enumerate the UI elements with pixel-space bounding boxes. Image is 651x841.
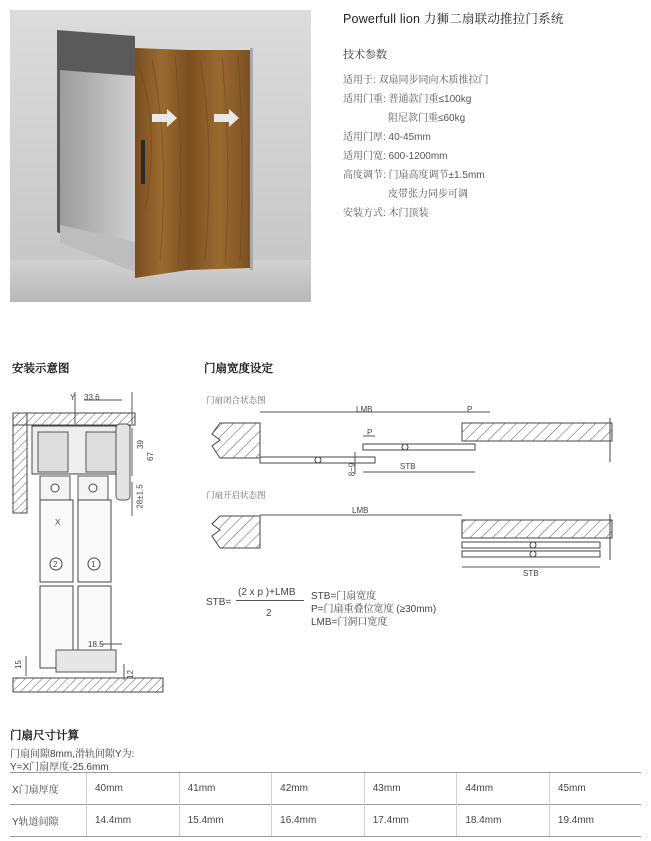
- closed-stb: STB: [400, 462, 416, 471]
- spec-line: 适用门宽: 600-1200mm: [343, 151, 448, 162]
- gap-8-9: 8~9: [347, 462, 357, 477]
- product-photo: [10, 10, 311, 302]
- table-cell: 15.4mm: [179, 805, 272, 837]
- door-number-1: 1: [91, 560, 96, 569]
- spec-line: 阻尼款门重≤60kg: [388, 113, 466, 124]
- table-cell: 14.4mm: [87, 805, 180, 837]
- formula-lhs: STB=: [206, 597, 232, 608]
- def-stb: STB=门扇宽度: [311, 591, 377, 602]
- table-cell: 42mm: [272, 773, 365, 805]
- open-lmb: LMB: [352, 506, 369, 515]
- table-cell: X门扇厚度: [10, 773, 87, 805]
- table-cell: 16.4mm: [272, 805, 365, 837]
- spec-line: 皮带张力同步可调: [388, 189, 468, 200]
- install-diagram: [10, 388, 190, 708]
- open-state-label: 门扇开启状态图: [206, 490, 266, 500]
- specs-heading: 技术参数: [343, 49, 387, 61]
- fraction-bar: [236, 600, 304, 601]
- def-lmb: LMB=门洞口宽度: [311, 617, 388, 628]
- size-calc-heading: 门扇尺寸计算: [10, 730, 79, 742]
- size-note-2: Y=X门扇厚度-25.6mm: [10, 762, 109, 773]
- size-note-1: 门扇间隙8mm,滑轨间隙Y为:: [10, 749, 135, 760]
- open-stb: STB: [523, 569, 539, 578]
- closed-state-label: 门扇闭合状态图: [206, 395, 266, 405]
- table-cell: 17.4mm: [364, 805, 457, 837]
- table-cell: 45mm: [549, 773, 641, 805]
- spec-line: 安装方式: 木门顶装: [343, 208, 429, 219]
- size-table: [10, 772, 641, 837]
- dim-15: 15: [13, 660, 23, 669]
- dim-33-6: 33.6: [84, 393, 100, 402]
- closed-p: P: [467, 405, 473, 414]
- closed-lmb: LMB: [356, 405, 373, 414]
- dim-18-5: 18.5: [88, 640, 104, 649]
- dim-67: 67: [145, 452, 155, 461]
- width-setting-heading: 门扇宽度设定: [204, 363, 273, 375]
- spec-line: 高度调节: 门扇高度调节±1.5mm: [343, 170, 485, 181]
- table-cell: 18.4mm: [457, 805, 550, 837]
- table-cell: 40mm: [87, 773, 180, 805]
- spec-line: 适用门重: 普通款门重≤100kg: [343, 94, 472, 105]
- product-title: Powerfull lion 力狮二扇联动推拉门系统: [343, 12, 564, 26]
- dim-12: 12: [125, 670, 135, 679]
- formula-numerator: (2 x p )+LMB: [238, 587, 296, 598]
- def-p: P=门扇重叠位宽度 (≥30mm): [311, 604, 437, 615]
- table-cell: Y轨道间隙: [10, 805, 87, 837]
- dim-28: 28±1.5: [135, 484, 145, 509]
- dim-y: Y: [70, 393, 76, 402]
- spec-line: 适用于: 双扇同步同向木质推拉门: [343, 75, 489, 86]
- dim-x: X: [55, 518, 61, 527]
- width-setting-diagram: [200, 400, 630, 580]
- dim-39: 39: [135, 440, 145, 449]
- table-row: [10, 773, 641, 805]
- spec-line: 适用门厚: 40-45mm: [343, 132, 431, 143]
- table-cell: 19.4mm: [549, 805, 641, 837]
- door-number-2: 2: [53, 560, 58, 569]
- table-cell: 43mm: [364, 773, 457, 805]
- table-row: [10, 805, 641, 837]
- table-cell: 44mm: [457, 773, 550, 805]
- install-diagram-heading: 安装示意图: [12, 363, 70, 375]
- closed-p-small: P: [367, 428, 373, 437]
- formula-denominator: 2: [266, 608, 272, 619]
- table-cell: 41mm: [179, 773, 272, 805]
